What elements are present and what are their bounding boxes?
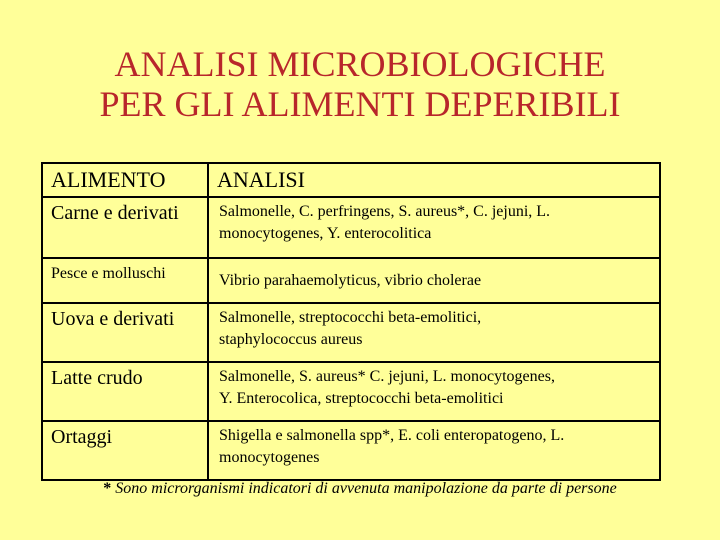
analysis-line: Y. Enterocolica, streptococchi beta-emolitici bbox=[219, 390, 504, 407]
analysis-line: monocytogenes, Y. enterocolitica bbox=[219, 225, 432, 242]
food-cell: Latte crudo bbox=[42, 362, 208, 421]
analysis-line: monocytogenes bbox=[219, 449, 320, 466]
header-alimento: ALIMENTO bbox=[42, 163, 208, 197]
analysis-table bbox=[41, 162, 661, 481]
footnote-marker: * bbox=[103, 480, 112, 497]
footnote-text: Sono microrganismi indicatori di avvenuta manipolazione da parte di persone bbox=[111, 480, 617, 497]
slide-title bbox=[0, 44, 720, 124]
table-row bbox=[42, 362, 660, 421]
analysis-line: Salmonelle, streptococchi beta-emolitici, bbox=[219, 309, 482, 326]
food-cell: Ortaggi bbox=[42, 421, 208, 480]
analysis-cell bbox=[208, 362, 660, 421]
title-line-1: ANALISI MICROBIOLOGICHE bbox=[114, 44, 606, 84]
analysis-line: Salmonelle, S. aureus* C. jejuni, L. monocytogenes, bbox=[219, 368, 555, 385]
analysis-line: staphylococcus aureus bbox=[219, 331, 363, 348]
table-header-row bbox=[42, 163, 660, 197]
footnote bbox=[0, 480, 720, 498]
food-cell: Uova e derivati bbox=[42, 303, 208, 362]
analysis-line: Vibrio parahaemolyticus, vibrio cholerae bbox=[219, 271, 482, 289]
analysis-line: Shigella e salmonella spp*, E. coli enteropatogeno, L. bbox=[219, 427, 565, 444]
table-row bbox=[42, 303, 660, 362]
table-row bbox=[42, 258, 660, 303]
table-row bbox=[42, 197, 660, 258]
analysis-cell bbox=[208, 303, 660, 362]
food-cell: Carne e derivati bbox=[42, 197, 208, 258]
table-row bbox=[42, 421, 660, 480]
analysis-cell bbox=[208, 258, 660, 303]
header-analisi: ANALISI bbox=[208, 163, 660, 197]
analysis-line: Salmonelle, C. perfringens, S. aureus*, C. jejuni, L. bbox=[219, 203, 551, 220]
food-cell: Pesce e molluschi bbox=[42, 258, 208, 303]
analysis-cell bbox=[208, 421, 660, 480]
analysis-cell bbox=[208, 197, 660, 258]
title-line-2: PER GLI ALIMENTI DEPERIBILI bbox=[99, 84, 621, 124]
